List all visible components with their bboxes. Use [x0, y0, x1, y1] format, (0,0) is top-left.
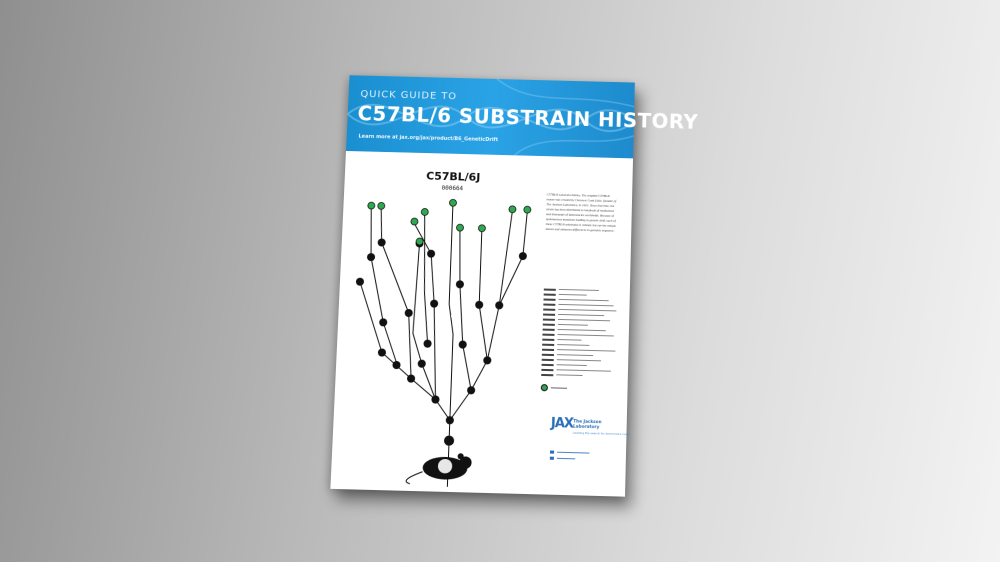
poster-title: C57BL/6 SUBSTRAIN HISTORY [357, 101, 699, 134]
founder-legend [541, 384, 567, 392]
legend-row [541, 372, 618, 379]
poster-overline: QUICK GUIDE TO [360, 89, 458, 103]
jax-logo-name-line1: The Jackson [573, 418, 602, 425]
green-node-icon [541, 384, 548, 391]
strain-legend [541, 287, 620, 379]
description-text: C57BL/6 substrain history. The original C57BL/6 mouse was created by Clarence Cook Little, founder of The Jackson Laboratory, in 1921. Since that time, the strain has been distributed to hundreds of institutions and thousands of laboratories worldwide. Because of spontaneous mutations leading to genetic drift, each of these C57BL/6 substrains is related, but carries unique known and unknown differences in genomic sequence. [545, 192, 617, 233]
root-strain-name: C57BL/6J [425, 169, 481, 184]
mouse-illustration [406, 452, 472, 486]
email-contact [550, 450, 590, 454]
poster [330, 75, 699, 496]
jax-logo-mark: JAX [550, 415, 574, 432]
jax-tagline: Leading the search for tomorrow's cures [572, 430, 631, 437]
jax-logo-name-line2: Laboratory [572, 423, 600, 430]
learn-more-link[interactable]: Learn more at jax.org/jax/product/B6_GeneticDrift [358, 133, 499, 144]
jax-logo-name [573, 418, 602, 429]
root-strain-id: 000664 [441, 184, 464, 193]
poster-header [346, 75, 699, 158]
globe-icon [550, 457, 554, 460]
substrain-tree [331, 182, 543, 489]
contact-block [550, 450, 590, 463]
web-contact [550, 457, 590, 461]
mail-icon [550, 450, 554, 453]
jax-logo [550, 415, 631, 444]
